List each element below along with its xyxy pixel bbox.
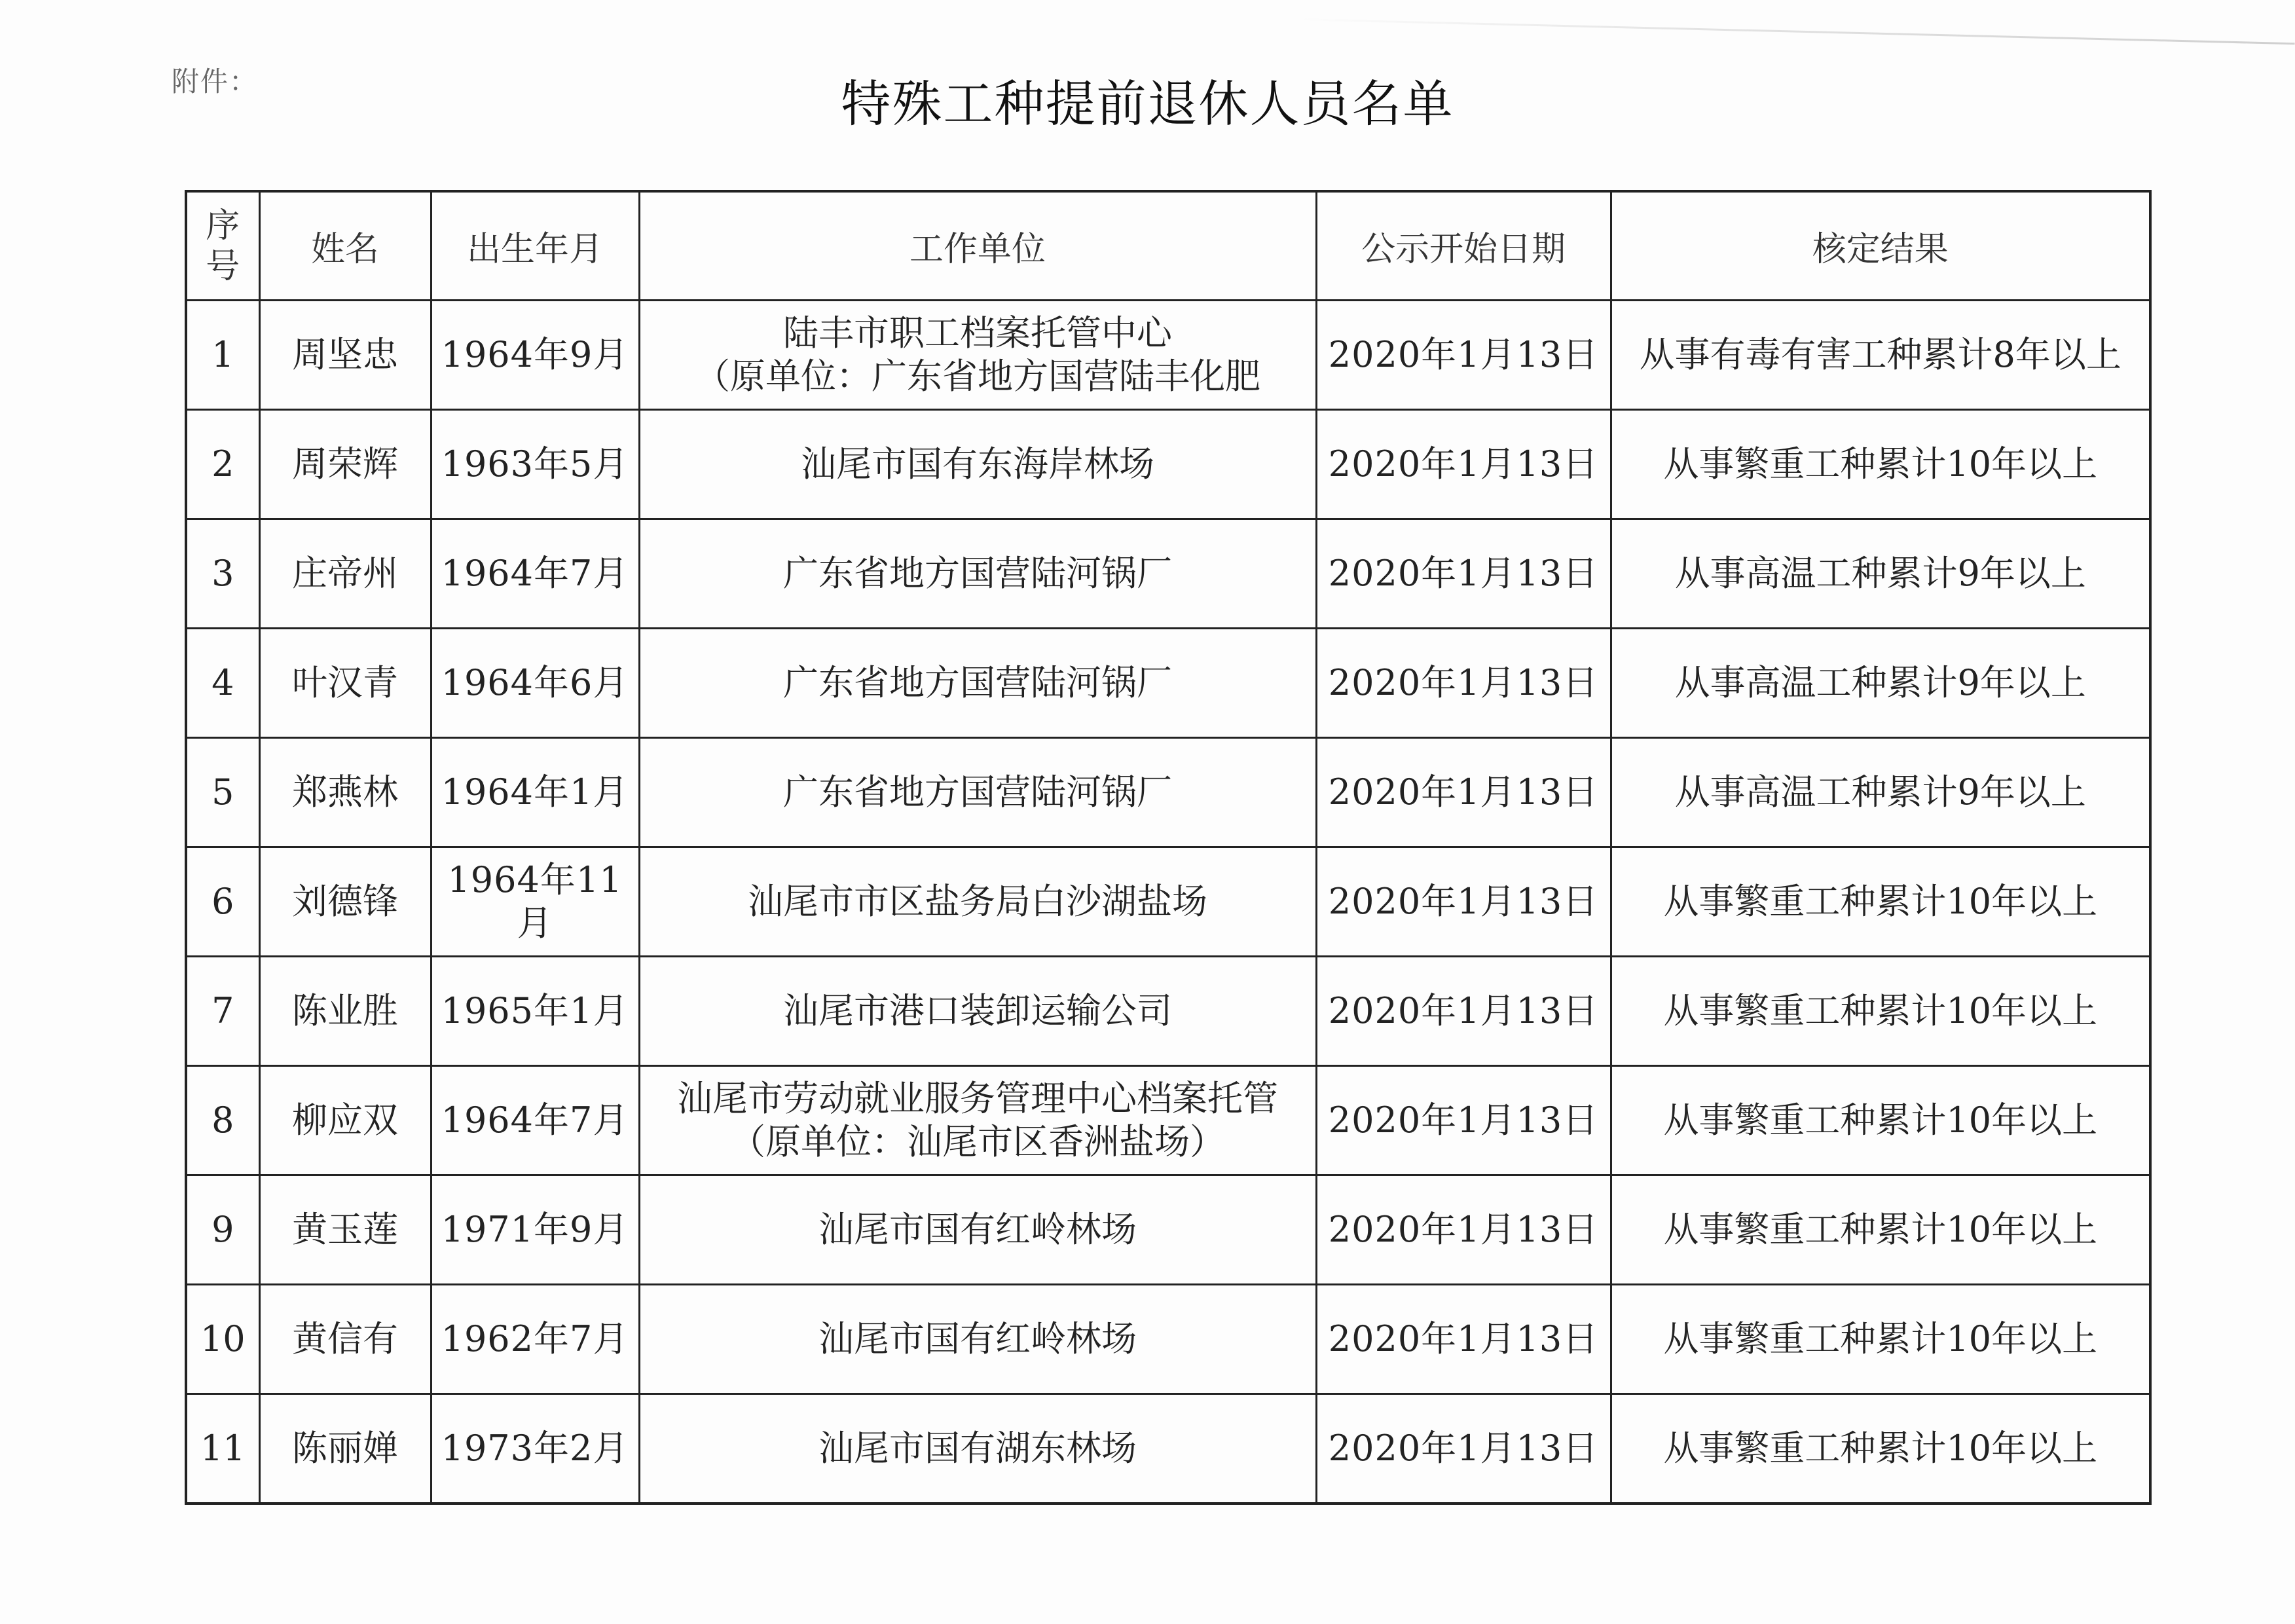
cell-result: 从事高温工种累计9年以上 xyxy=(1611,519,2150,629)
cell-date: 2020年1月13日 xyxy=(1316,301,1611,410)
cell-unit xyxy=(639,301,1316,410)
table-row xyxy=(186,301,2150,410)
cell-name: 周荣辉 xyxy=(259,410,431,519)
cell-unit-lines xyxy=(640,1318,1315,1361)
cell-result: 从事繁重工种累计10年以上 xyxy=(1611,1175,2150,1285)
cell-date: 2020年1月13日 xyxy=(1316,1066,1611,1175)
table-row xyxy=(186,410,2150,519)
cell-name: 黄玉莲 xyxy=(259,1175,431,1285)
header-birth: 出生年月 xyxy=(431,191,639,301)
cell-birth: 1971年9月 xyxy=(431,1175,639,1285)
table-row xyxy=(186,957,2150,1066)
cell-unit xyxy=(639,847,1316,957)
cell-birth: 1964年6月 xyxy=(431,629,639,738)
cell-date: 2020年1月13日 xyxy=(1316,847,1611,957)
table-body xyxy=(186,301,2150,1504)
cell-seq: 3 xyxy=(186,519,259,629)
cell-birth: 1973年2月 xyxy=(431,1394,639,1504)
table-row xyxy=(186,1285,2150,1394)
cell-unit-line: 广东省地方国营陆河锅厂 xyxy=(783,662,1172,703)
cell-unit xyxy=(639,410,1316,519)
cell-unit xyxy=(639,1285,1316,1394)
cell-result: 从事繁重工种累计10年以上 xyxy=(1611,410,2150,519)
header-seq xyxy=(186,191,259,301)
cell-seq: 8 xyxy=(186,1066,259,1175)
cell-unit-lines xyxy=(640,771,1315,814)
cell-name: 陈业胜 xyxy=(259,957,431,1066)
cell-seq: 5 xyxy=(186,738,259,847)
cell-birth: 1964年1月 xyxy=(431,738,639,847)
cell-date: 2020年1月13日 xyxy=(1316,410,1611,519)
cell-unit-lines xyxy=(640,443,1315,486)
cell-unit-lines xyxy=(640,661,1315,705)
cell-name: 叶汉青 xyxy=(259,629,431,738)
retirement-roster-table xyxy=(185,190,2152,1505)
cell-unit-line: 汕尾市国有红岭林场 xyxy=(818,1209,1137,1250)
cell-unit-line: 陆丰市职工档案托管中心 xyxy=(783,312,1172,354)
cell-unit-lines xyxy=(640,1208,1315,1251)
cell-name: 柳应双 xyxy=(259,1066,431,1175)
cell-birth: 1964年11月 xyxy=(431,847,639,957)
table-row xyxy=(186,738,2150,847)
cell-unit xyxy=(639,629,1316,738)
header-result: 核定结果 xyxy=(1611,191,2150,301)
cell-name: 郑燕林 xyxy=(259,738,431,847)
cell-name: 庄帝州 xyxy=(259,519,431,629)
table-row xyxy=(186,1394,2150,1504)
table-row xyxy=(186,519,2150,629)
cell-date: 2020年1月13日 xyxy=(1316,629,1611,738)
cell-date: 2020年1月13日 xyxy=(1316,1285,1611,1394)
cell-result: 从事繁重工种累计10年以上 xyxy=(1611,957,2150,1066)
cell-name: 陈丽婵 xyxy=(259,1394,431,1504)
cell-seq: 1 xyxy=(186,301,259,410)
header-date: 公示开始日期 xyxy=(1316,191,1611,301)
cell-unit-line: 汕尾市国有湖东林场 xyxy=(818,1427,1137,1469)
document-title: 特殊工种提前退休人员名单 xyxy=(841,75,1454,133)
cell-unit-lines xyxy=(640,1427,1315,1470)
cell-unit-line: （原单位：广东省地方国营陆丰化肥 xyxy=(695,356,1260,397)
table-row xyxy=(186,1175,2150,1285)
cell-date: 2020年1月13日 xyxy=(1316,1394,1611,1504)
cell-unit-lines xyxy=(640,989,1315,1033)
cell-unit xyxy=(639,738,1316,847)
table-row xyxy=(186,1066,2150,1175)
cell-birth: 1965年1月 xyxy=(431,957,639,1066)
cell-unit-lines xyxy=(640,1077,1315,1164)
attachment-label: 附件： xyxy=(172,65,259,98)
cell-unit-line: （原单位：汕尾市区香洲盐场） xyxy=(730,1121,1225,1162)
table-row xyxy=(186,847,2150,957)
cell-date: 2020年1月13日 xyxy=(1316,738,1611,847)
cell-result: 从事有毒有害工种累计8年以上 xyxy=(1611,301,2150,410)
cell-unit xyxy=(639,1066,1316,1175)
cell-seq: 7 xyxy=(186,957,259,1066)
header-unit: 工作单位 xyxy=(639,191,1316,301)
cell-seq: 11 xyxy=(186,1394,259,1504)
cell-birth: 1964年7月 xyxy=(431,1066,639,1175)
cell-seq: 4 xyxy=(186,629,259,738)
header-name: 姓名 xyxy=(259,191,431,301)
cell-date: 2020年1月13日 xyxy=(1316,1175,1611,1285)
cell-result: 从事高温工种累计9年以上 xyxy=(1611,629,2150,738)
cell-seq: 6 xyxy=(186,847,259,957)
header-seq-line1: 序 xyxy=(206,206,240,246)
header-seq-line2: 号 xyxy=(206,246,240,286)
cell-birth: 1963年5月 xyxy=(431,410,639,519)
cell-unit-line: 广东省地方国营陆河锅厂 xyxy=(783,771,1172,813)
cell-unit-line: 汕尾市港口装卸运输公司 xyxy=(783,990,1172,1031)
cell-result: 从事繁重工种累计10年以上 xyxy=(1611,1285,2150,1394)
cell-unit-lines xyxy=(640,880,1315,923)
cell-seq: 2 xyxy=(186,410,259,519)
cell-unit-lines xyxy=(640,552,1315,595)
cell-unit-line: 广东省地方国营陆河锅厂 xyxy=(783,553,1172,594)
cell-seq: 10 xyxy=(186,1285,259,1394)
cell-unit-line: 汕尾市市区盐务局白沙湖盐场 xyxy=(748,881,1207,922)
cell-unit xyxy=(639,519,1316,629)
cell-birth: 1964年9月 xyxy=(431,301,639,410)
cell-date: 2020年1月13日 xyxy=(1316,957,1611,1066)
cell-name: 黄信有 xyxy=(259,1285,431,1394)
cell-birth: 1964年7月 xyxy=(431,519,639,629)
cell-result: 从事繁重工种累计10年以上 xyxy=(1611,847,2150,957)
cell-name: 周坚忠 xyxy=(259,301,431,410)
cell-unit-line: 汕尾市国有东海岸林场 xyxy=(801,443,1154,485)
cell-result: 从事高温工种累计9年以上 xyxy=(1611,738,2150,847)
cell-name: 刘德锋 xyxy=(259,847,431,957)
cell-unit-line: 汕尾市劳动就业服务管理中心档案托管 xyxy=(677,1078,1278,1119)
cell-unit xyxy=(639,1175,1316,1285)
cell-birth: 1962年7月 xyxy=(431,1285,639,1394)
cell-unit-lines xyxy=(640,312,1315,398)
cell-result: 从事繁重工种累计10年以上 xyxy=(1611,1394,2150,1504)
cell-seq: 9 xyxy=(186,1175,259,1285)
cell-unit-line: 汕尾市国有红岭林场 xyxy=(818,1318,1137,1359)
cell-unit xyxy=(639,957,1316,1066)
cell-result: 从事繁重工种累计10年以上 xyxy=(1611,1066,2150,1175)
header-row xyxy=(186,191,2150,301)
table-row xyxy=(186,629,2150,738)
scan-edge-line xyxy=(1296,18,2295,45)
cell-date: 2020年1月13日 xyxy=(1316,519,1611,629)
cell-unit xyxy=(639,1394,1316,1504)
